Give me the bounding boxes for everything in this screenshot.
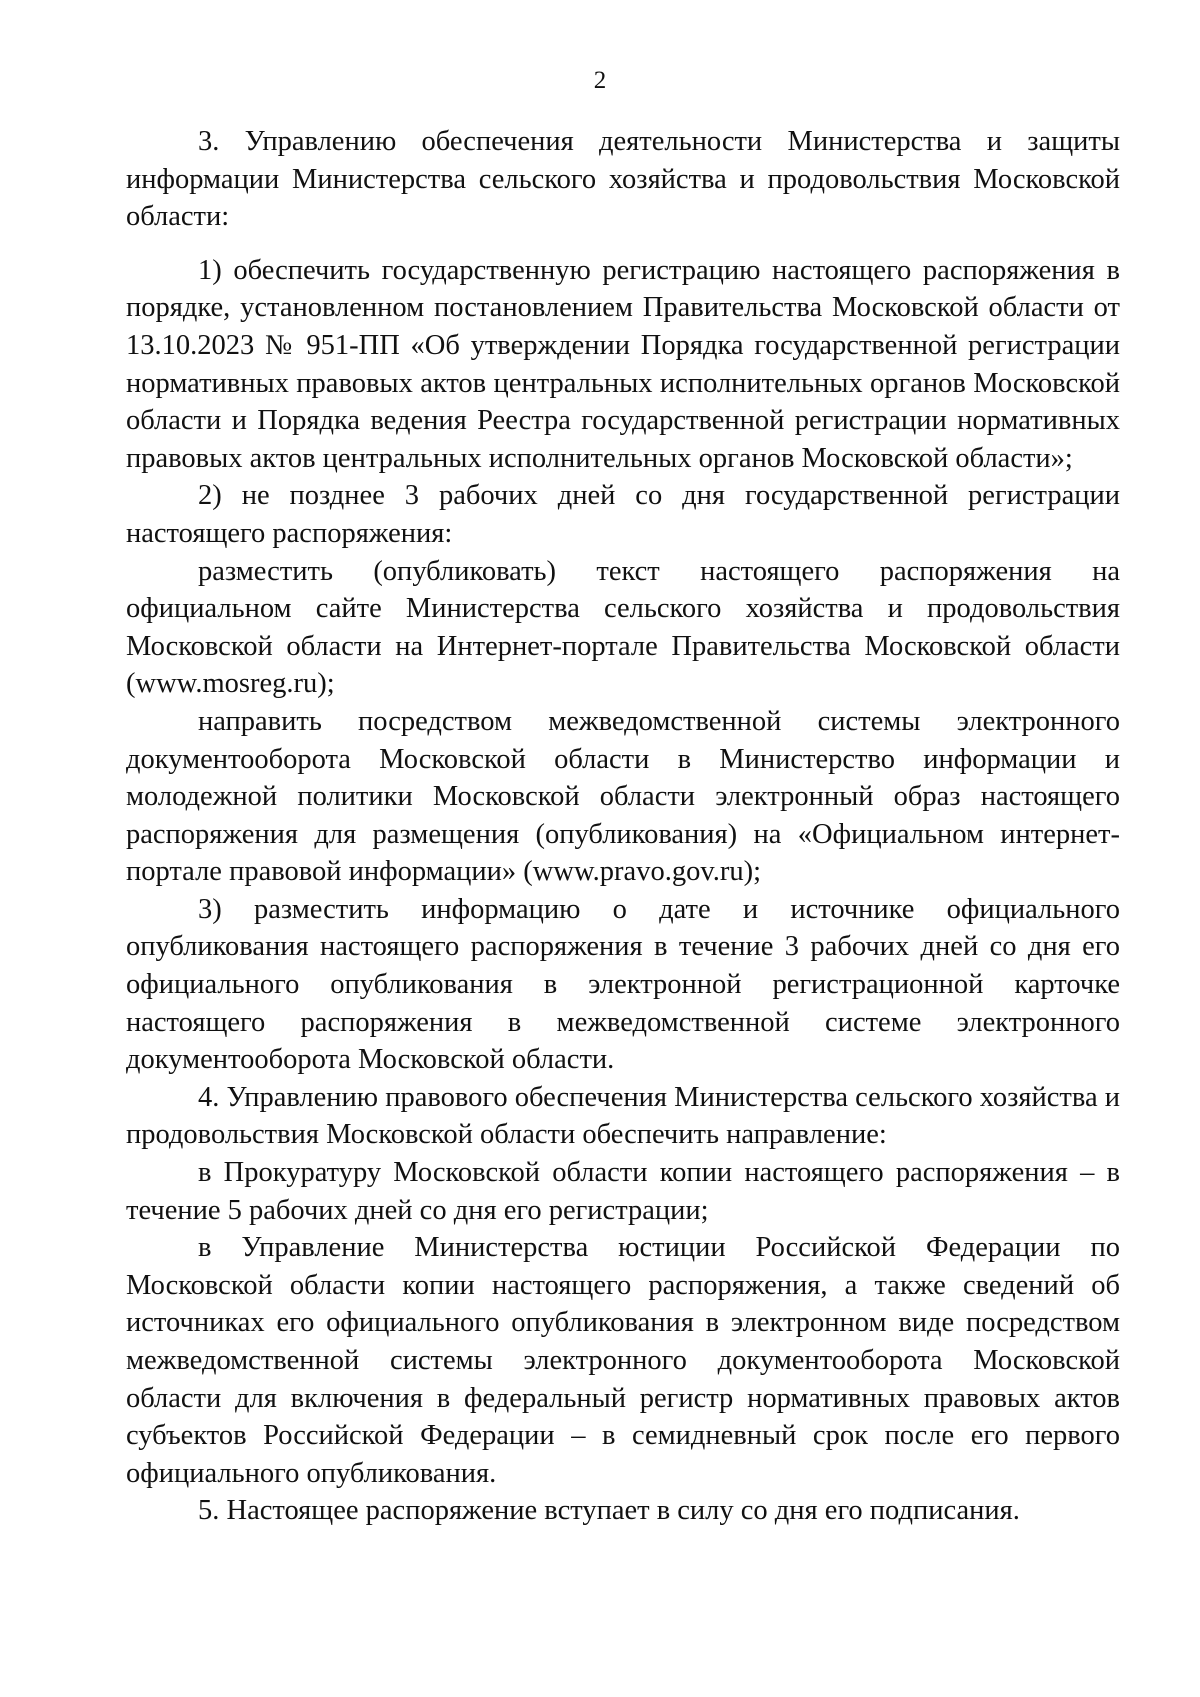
paragraph-clause-5: 5. Настоящее распоряжение вступает в силу со дня его подписания.	[198, 1495, 1020, 1527]
paragraph-clause-3: 3. Управлению обеспечения деятельности Министерства и защиты информации Министерства сельского хозяйства и продовольствия Московской области:	[126, 126, 1120, 233]
paragraph-subclause-3-3: 3) разместить информацию о дате и источнике официального опубликования настоящего распоряжения в течение 3 рабочих дней со дня его официального опубликования в электронной регистрационной карточке настоящего распоряжения в межведомственной системе электронного документооборота Московской области.	[126, 893, 1120, 1076]
paragraph-clause-4: 4. Управлению правового обеспечения Министерства сельского хозяйства и продовольствия Московской области обеспечить направление:	[126, 1081, 1120, 1151]
paragraph-publish-on-site: разместить (опубликовать) текст настоящего распоряжения на официальном сайте Министерства сельского хозяйства и продовольствия Московской области на Интернет-портале Правительства Московской области (www.mosreg.ru);	[126, 555, 1120, 700]
document-body	[126, 123, 1120, 1530]
paragraph-subclause-3-2: 2) не позднее 3 рабочих дней со дня государственной регистрации настоящего распоряжения:	[126, 480, 1120, 549]
paragraph-justice-department: в Управление Министерства юстиции Российской Федерации по Московской области копии настоящего распоряжения, а также сведений об источниках его официального опубликования в электронном виде посредством межведомственной системы электронного документооборота Московской области для включения в федеральный регистр нормативных правовых актов субъектов Российской Федерации – в семидневный срок после его первого официального опубликования.	[126, 1232, 1120, 1489]
page-number: 2	[593, 67, 607, 94]
paragraph-send-to-ministry: направить посредством межведомственной системы электронного документооборота Московской области в Министерство информации и молодежной политики Московской области электронный образ настоящего распоряжения для размещения (опубликования) на «Официальном интернет-портале правовой информации» (www.pravo.gov.ru);	[126, 705, 1120, 888]
paragraph-subclause-3-1: 1) обеспечить государственную регистрацию настоящего распоряжения в порядке, установленном постановлением Правительства Московской области от 13.10.2023 № 951-ПП «Об утверждении Порядка государственной регистрации нормативных правовых актов центральных исполнительных органов Московской области и Порядка ведения Реестра государственной регистрации нормативных правовых актов центральных исполнительных органов Московской области»;	[126, 254, 1120, 474]
paragraph-prosecutor-office: в Прокуратуру Московской области копии настоящего распоряжения – в течение 5 рабочих дней со дня его регистрации;	[126, 1157, 1120, 1226]
